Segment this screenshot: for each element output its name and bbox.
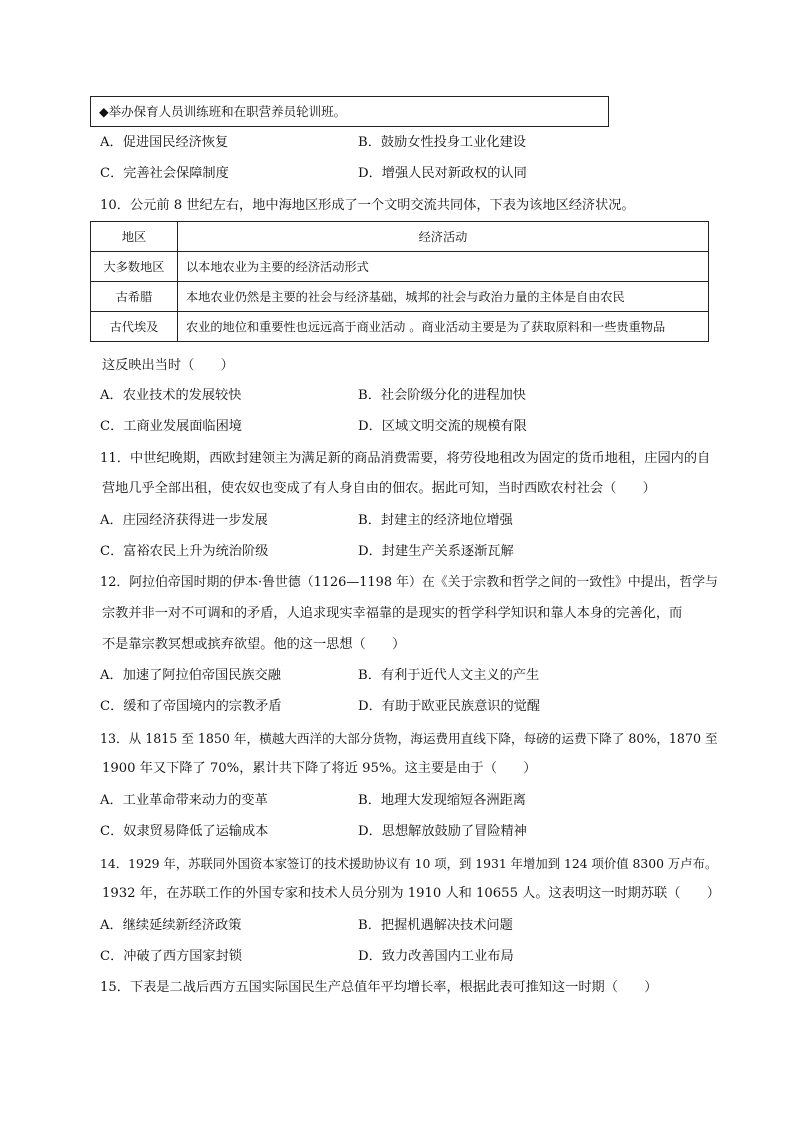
q12-stem-line3: 不是靠宗教冥想或摈弃欲望。他的这一思想（ ） (102, 637, 406, 652)
table-row (91, 252, 709, 282)
q15-stem-line1: 15．下表是二战后西方五国实际国民生产总值年平均增长率，根据此表可推知这一时期（ ） (100, 980, 658, 995)
table-header-row (91, 222, 709, 252)
table-cell-activity: 本地农业仍然是主要的社会与经济基础，城邦的社会与政治力量的主体是自由农民 (178, 282, 709, 312)
q12-stem-line1: 12．阿拉伯帝国时期的伊本·鲁世德（1126—1198 年）在《关于宗教和哲学之间的一致性》中提出，哲学与 (100, 575, 718, 590)
q10-tail: 这反映出当时（ ） (102, 358, 234, 373)
q13-option-d: D．思想解放鼓励了冒险精神 (358, 824, 527, 839)
q11-option-d: D．封建生产关系逐渐瓦解 (358, 544, 514, 559)
q11-option-c: C．富裕农民上升为统治阶级 (100, 544, 269, 559)
table-row (91, 282, 709, 312)
q10-option-c: C．工商业发展面临困境 (100, 419, 242, 434)
q12-option-a: A．加速了阿拉伯帝国民族交融 (100, 668, 281, 683)
q14-option-c: C．冲破了西方国家封锁 (100, 949, 242, 964)
q11-option-a: A．庄园经济获得进一步发展 (100, 513, 268, 528)
q9-option-d: D．增强人民对新政权的认同 (358, 166, 527, 181)
table-cell-activity: 以本地农业为主要的经济活动形式 (178, 252, 709, 282)
table-cell-region: 古代埃及 (91, 312, 178, 342)
q12-option-d: D．有助于欧亚民族意识的觉醒 (358, 699, 541, 714)
q10-stem: 10．公元前 8 世纪左右，地中海地区形成了一个文明交流共同体，下表为该地区经济状况。 (100, 198, 635, 213)
table-cell-region: 古希腊 (91, 282, 178, 312)
quoted-material-box (90, 96, 609, 127)
q14-option-d: D．致力改善国内工业布局 (358, 949, 514, 964)
q13-option-a: A．工业革命带来动力的变革 (100, 793, 268, 808)
q14-stem-line1: 14．1929 年，苏联同外国资本家签订的技术援助协议有 10 项，到 1931 年增加到 124 项价值 8300 万卢布。 (100, 857, 718, 871)
table-header-region: 地区 (91, 222, 178, 252)
q10-option-b: B．社会阶级分化的进程加快 (358, 388, 526, 403)
q12-option-c: C．缓和了帝国境内的宗教矛盾 (100, 699, 282, 714)
q14-option-b: B．把握机遇解决技术问题 (358, 918, 513, 933)
q11-stem-line1: 11．中世纪晚期，西欧封建领主为满足新的商品消费需要，将劳役地租改为固定的货币地租，庄园内的自 (100, 451, 711, 466)
q12-stem-line2: 宗教并非一对不可调和的矛盾，人追求现实幸福靠的是现实的哲学科学知识和靠人本身的完善化，而 (102, 606, 683, 621)
table-cell-region: 大多数地区 (91, 252, 178, 282)
q13-option-c: C．奴隶贸易降低了运输成本 (100, 824, 269, 839)
table-header-activity: 经济活动 (178, 222, 709, 252)
table-cell-activity: 农业的地位和重要性也远远高于商业活动 。商业活动主要是为了获取原料和一些贵重物品 (178, 312, 709, 342)
q9-option-a: A．促进国民经济恢复 (100, 135, 229, 150)
q14-option-a: A．继续延续新经济政策 (100, 918, 242, 933)
q9-option-c: C．完善社会保障制度 (100, 166, 229, 181)
q13-stem-line1: 13．从 1815 至 1850 年，横越大西洋的大部分货物，海运费用直线下降，每磅的运费下降了 80%，1870 至 (100, 731, 718, 746)
q13-option-b: B．地理大发现缩短各洲距离 (358, 793, 526, 808)
economy-table (90, 221, 709, 342)
quoted-material-text: ◆举办保育人员训练班和在职营养员轮训班。 (99, 104, 347, 119)
table-row (91, 312, 709, 342)
q11-option-b: B．封建主的经济地位增强 (358, 513, 513, 528)
q12-option-b: B．有利于近代人文主义的产生 (358, 668, 540, 683)
q11-stem-line2: 营地几乎全部出租，使农奴也变成了有人身自由的佃农。据此可知，当时西欧农村社会（ ） (102, 481, 656, 496)
q10-option-d: D．区域文明交流的规模有限 (358, 419, 527, 434)
q10-option-a: A．农业技术的发展较快 (100, 388, 242, 403)
q14-stem-line2: 1932 年，在苏联工作的外国专家和技术人员分别为 1910 人和 10655 人。这表明这一时期苏联（ ） (102, 886, 720, 901)
q13-stem-line2: 1900 年又下降了 70%，累计共下降了将近 95%。这主要是由于（ ） (102, 761, 537, 776)
q9-option-b: B．鼓励女性投身工业化建设 (358, 135, 526, 150)
